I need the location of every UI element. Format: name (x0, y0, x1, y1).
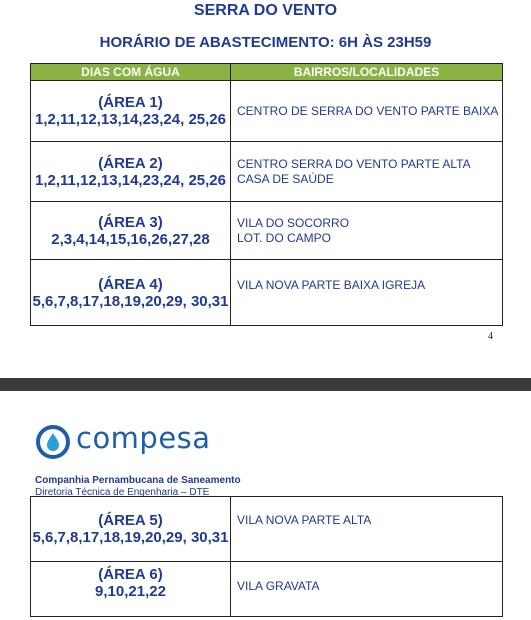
days-cell (31, 562, 231, 617)
area-label: (ÁREA 1) (98, 94, 163, 111)
directorate-name: Diretoria Técnica de Engenharia – DTE (35, 487, 210, 498)
days-cell (31, 142, 231, 202)
page-number: 4 (488, 331, 493, 342)
localities-cell (231, 202, 503, 260)
days-cell (31, 81, 231, 142)
page-title: SERRA DO VENTO (193, 2, 338, 19)
area-label: (ÁREA 2) (98, 154, 163, 172)
locality-text: VILA NOVA PARTE BAIXA IGREJA (237, 278, 426, 292)
area-days: 1,2,11,12,13,14,23,24, 25,26 (34, 171, 226, 189)
column-header-localities: BAIRROS/LOCALIDADES (231, 64, 503, 81)
days-cell (31, 260, 231, 326)
table-header-row (31, 64, 503, 81)
page-separator (0, 378, 531, 391)
logo-wordmark: compesa (76, 421, 211, 455)
localities-cell (231, 562, 503, 617)
area-days: 2,3,4,14,15,16,26,27,28 (51, 230, 210, 248)
table-row (31, 497, 503, 562)
schedule-table-page-1 (30, 63, 503, 326)
table-row (31, 260, 503, 326)
area-days: 1,2,11,12,13,14,23,24, 25,26 (34, 111, 226, 128)
localities-cell (231, 260, 503, 326)
area-label: (ÁREA 3) (98, 213, 163, 231)
table-row (31, 202, 503, 260)
area-days: 5,6,7,8,17,18,19,20,29, 30,31 (32, 529, 229, 546)
table-row (31, 562, 503, 617)
locality-text: CASA DE SAÚDE (237, 171, 334, 186)
area-days: 9,10,21,22 (95, 583, 166, 600)
locality-text: VILA DO SOCORRO (237, 215, 350, 230)
locality-text: LOT. DO CAMPO (237, 230, 332, 245)
locality-text: CENTRO DE SERRA DO VENTO PARTE BAIXA (237, 103, 499, 118)
localities-cell (231, 81, 503, 142)
area-label: (ÁREA 4) (98, 275, 163, 293)
table-row (31, 142, 503, 202)
locality-text: VILA NOVA PARTE ALTA (237, 513, 372, 527)
area-label: (ÁREA 6) (98, 566, 163, 583)
table-row (31, 81, 503, 142)
locality-text: CENTRO SERRA DO VENTO PARTE ALTA (237, 156, 471, 171)
localities-cell (231, 142, 503, 202)
schedule-subtitle: HORÁRIO DE ABASTECIMENTO: 6H ÀS 23H59 (99, 34, 432, 51)
area-label: (ÁREA 5) (98, 512, 163, 529)
area-days: 5,6,7,8,17,18,19,20,29, 30,31 (32, 292, 229, 310)
localities-cell (231, 497, 503, 562)
locality-text: VILA GRAVATA (237, 579, 320, 593)
column-header-days: DIAS COM ÁGUA (31, 64, 231, 81)
water-drop-logo-icon (35, 424, 71, 460)
document-page-bottom (0, 391, 531, 620)
days-cell (31, 202, 231, 260)
days-cell (31, 497, 231, 562)
schedule-table-page-2 (30, 496, 503, 617)
company-name: Companhia Pernambucana de Saneamento (35, 475, 241, 486)
